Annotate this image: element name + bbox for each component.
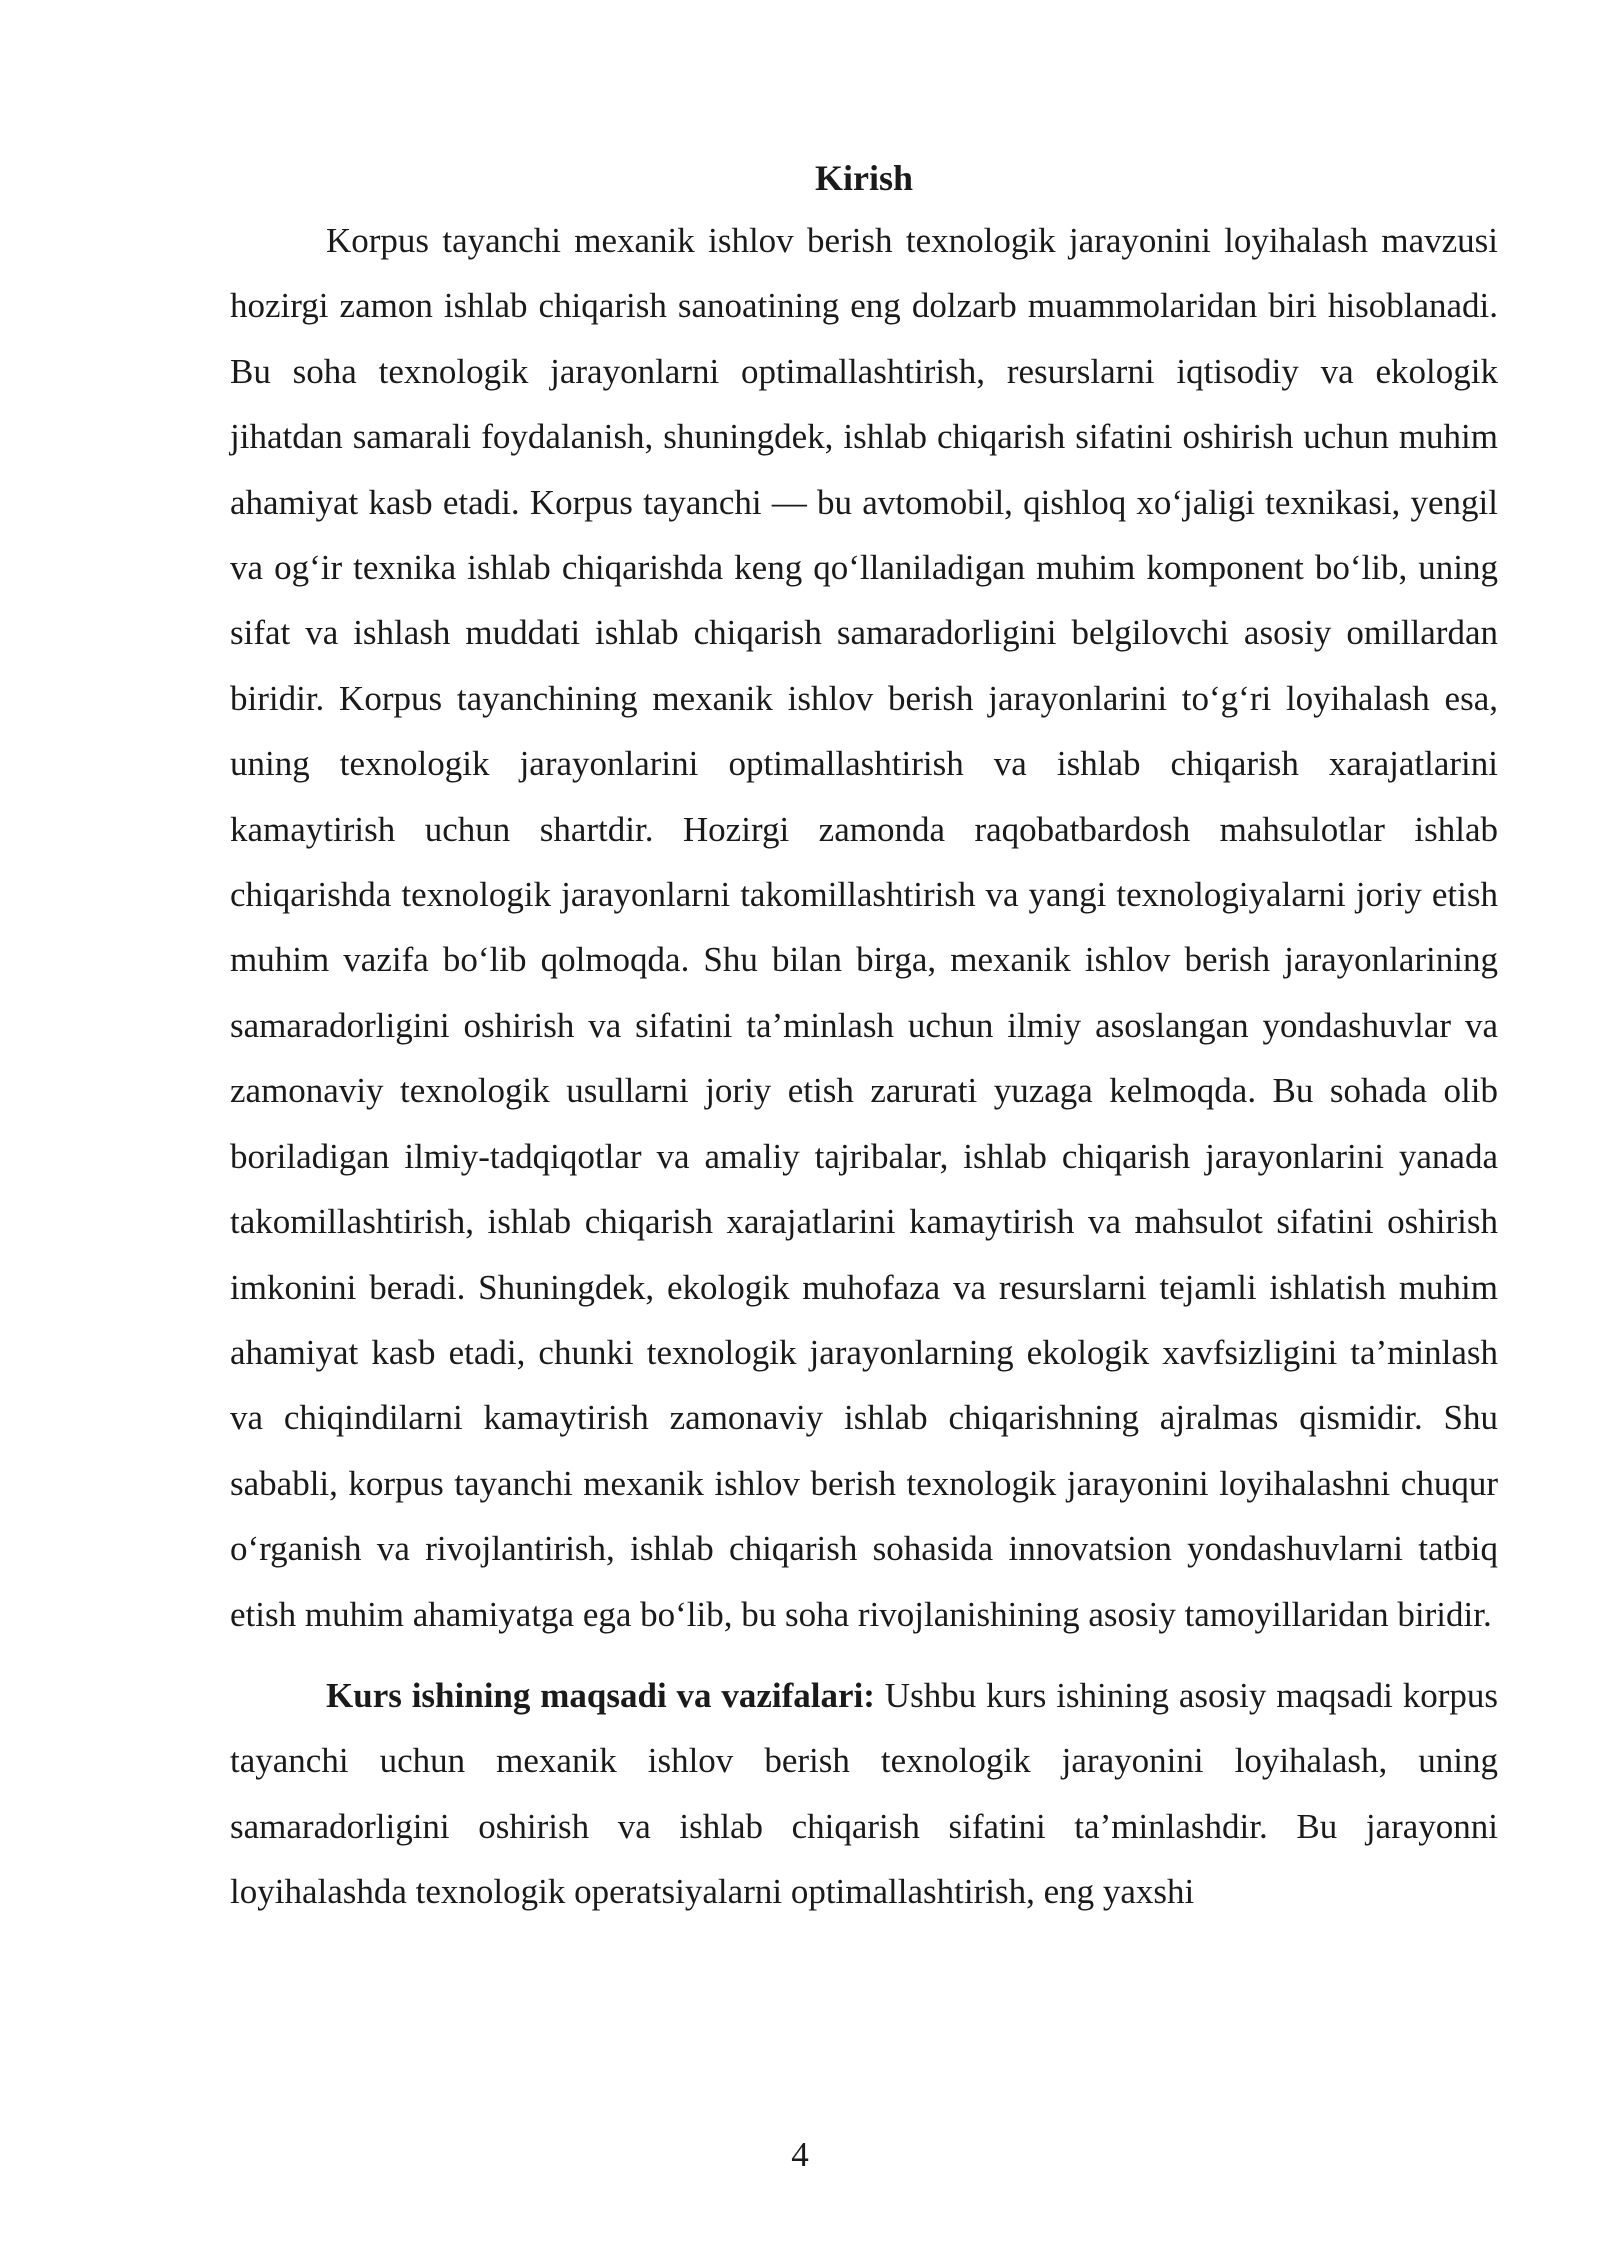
intro-paragraph: Korpus tayanchi mexanik ishlov berish texnologik jarayonini loyihalash mavzusi hozirgi zamon ishlab chiqarish sanoatining eng dolzarb muammolaridan biri hisoblanadi. Bu soha texnologik jarayonlarni optimallashtirish, resurslarni iqtisodiy va ekologik jihatdan samarali foydalanish, shuningdek, ishlab chiqarish sifatini oshirish uchun muhim ahamiyat kasb etadi. Korpus tayanchi — bu avtomobil, qishloq xo‘jaligi texnikasi, yengil va og‘ir texnika ishlab chiqarishda keng qo‘llaniladigan muhim komponent bo‘lib, uning sifat va ishlash muddati ishlab chiqarish samaradorligini belgilovchi asosiy omillardan biridir. Korpus tayanchining mexanik ishlov berish jarayonlarini to‘g‘ri loyihalash esa, uning texnologik jarayonlarini optimallashtirish va ishlab chiqarish xarajatlarini kamaytirish uchun shartdir. Hozirgi zamonda raqobatbardosh mahsulotlar ishlab chiqarishda texnologik jarayonlarni takomillashtirish va yangi texnologiyalarni joriy etish muhim vazifa bo‘lib qolmoqda. Shu bilan birga, mexanik ishlov berish jarayonlarining samaradorligini oshirish va sifatini ta’minlash uchun ilmiy asoslangan yondashuvlar va zamonaviy texnologik usullarni joriy etish zarurati yuzaga kelmoqda. Bu sohada olib boriladigan ilmiy-tadqiqotlar va amaliy tajribalar, ishlab chiqarish jarayonlarini yanada takomillashtirish, ishlab chiqarish xarajatlarini kamaytirish va mahsulot sifatini oshirish imkonini beradi. Shuningdek, ekologik muhofaza va resurslarni tejamli ishlatish muhim ahamiyat kasb etadi, chunki texnologik jarayonlarning ekologik xavfsizligini ta’minlash va chiqindilarni kamaytirish zamonaviy ishlab chiqarishning ajralmas qismidir. Shu sababli, korpus tayanchi mexanik ishlov berish texnologik jarayonini loyihalashni chuqur o‘rganish va rivojlantirish, ishlab chiqarish sohasida innovatsion yondashuvlarni tatbiq etish muhim ahamiyatga ega bo‘lib, bu soha rivojlanishining asosiy tamoyillaridan biridir. xyxy=(230,221,1498,1634)
page-content xyxy=(230,148,1498,1925)
goals-lead: Kurs ishining maqsadi va vazifalari: xyxy=(326,1675,875,1715)
section-heading: Kirish xyxy=(814,158,913,198)
goals-text: Ushbu kurs ishining asosiy maqsadi korpus tayanchi uchun mexanik ishlov berish texnologik jarayonini loyihalash, uning samaradorligini oshirish va ishlab chiqarish sifatini ta’minlashdir. Bu jarayonni loyihalashda texnologik operatsiyalarni optimallashtirish, eng yaxshi xyxy=(230,1675,1498,1912)
page-number: 4 xyxy=(791,2135,809,2174)
goals-paragraph xyxy=(230,1663,1498,1925)
